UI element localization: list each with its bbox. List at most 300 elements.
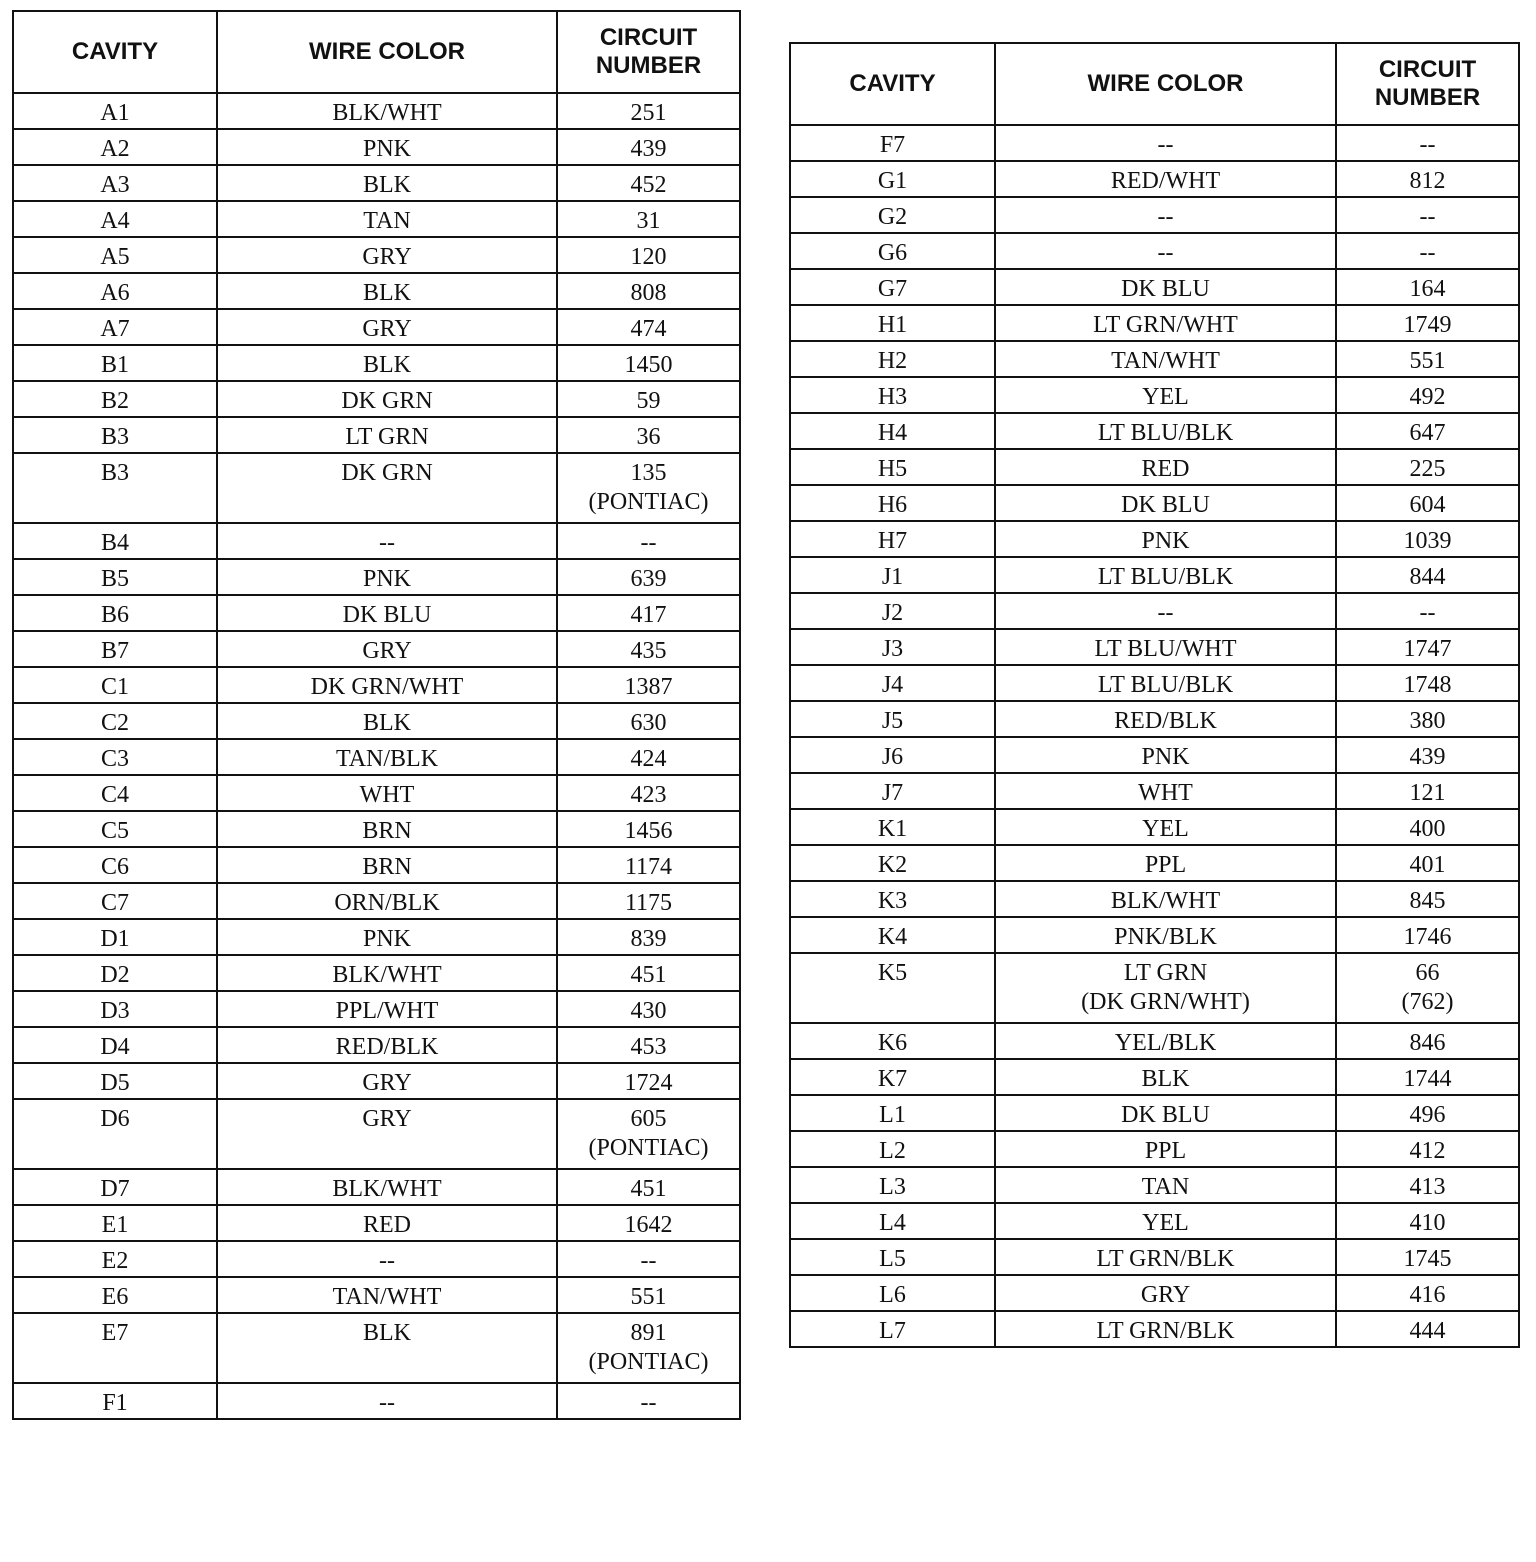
cavity-cell-value: K7 bbox=[877, 1066, 908, 1092]
cavity-cell-value: L3 bbox=[879, 1174, 906, 1200]
left-wiring-table bbox=[12, 10, 741, 1420]
wire-color-cell bbox=[217, 201, 557, 237]
circuit-number-cell-value: 1642 bbox=[624, 1212, 673, 1238]
wire-color-cell bbox=[217, 811, 557, 847]
circuit-number-cell bbox=[1336, 557, 1519, 593]
wire-color-cell-value: GRY bbox=[362, 1070, 412, 1096]
circuit-number-cell-value: -- bbox=[1419, 600, 1436, 626]
circuit-number-cell bbox=[1336, 953, 1519, 1023]
cavity-cell-value: D4 bbox=[100, 1034, 130, 1060]
cavity-cell-value: K1 bbox=[877, 816, 908, 842]
cavity-cell bbox=[13, 631, 217, 667]
cavity-cell-value: C3 bbox=[100, 746, 129, 772]
cavity-cell-value: E6 bbox=[101, 1284, 129, 1310]
circuit-number-cell bbox=[1336, 917, 1519, 953]
table-row bbox=[13, 1205, 740, 1241]
wire-color-cell bbox=[995, 773, 1336, 809]
circuit-number-cell-value: 380 bbox=[1409, 708, 1446, 734]
cavity-cell-value: G1 bbox=[877, 168, 908, 194]
cavity-cell bbox=[13, 93, 217, 129]
circuit-number-cell bbox=[1336, 161, 1519, 197]
circuit-number-cell-value: 839 bbox=[630, 926, 667, 952]
wire-color-cell bbox=[217, 129, 557, 165]
circuit-number-cell-note: (762) bbox=[1401, 989, 1454, 1015]
circuit-number-cell-value: -- bbox=[1419, 132, 1436, 158]
wire-color-cell bbox=[217, 991, 557, 1027]
circuit-number-cell-value: 435 bbox=[630, 638, 667, 664]
wire-color-cell-value: LT GRN/BLK bbox=[1096, 1246, 1235, 1272]
circuit-number-cell bbox=[557, 775, 740, 811]
wire-color-cell-value: -- bbox=[379, 1248, 395, 1274]
wire-color-cell bbox=[217, 417, 557, 453]
cavity-cell-value: K6 bbox=[877, 1030, 908, 1056]
circuit-number-cell-value: 424 bbox=[630, 746, 667, 772]
cavity-cell bbox=[13, 775, 217, 811]
wire-color-cell-value: PNK bbox=[362, 926, 411, 952]
wire-color-cell-value: BLK bbox=[363, 172, 411, 198]
circuit-number-cell bbox=[557, 1241, 740, 1277]
table-row bbox=[790, 233, 1519, 269]
wire-color-cell bbox=[995, 269, 1336, 305]
circuit-number-cell bbox=[557, 847, 740, 883]
cavity-cell bbox=[790, 413, 995, 449]
circuit-header-line1: CIRCUIT bbox=[1378, 56, 1477, 83]
cavity-cell bbox=[13, 345, 217, 381]
cavity-cell bbox=[790, 161, 995, 197]
cavity-cell bbox=[790, 1239, 995, 1275]
wire-color-cell bbox=[217, 93, 557, 129]
wire-color-cell-value: BLK/WHT bbox=[332, 100, 442, 126]
wire-color-cell bbox=[995, 665, 1336, 701]
circuit-number-cell-value: 1387 bbox=[624, 674, 673, 700]
wire-color-cell bbox=[995, 125, 1336, 161]
cavity-header: CAVITY bbox=[790, 43, 995, 125]
circuit-number-cell bbox=[1336, 269, 1519, 305]
wire-color-cell bbox=[995, 1239, 1336, 1275]
table-row bbox=[790, 1023, 1519, 1059]
cavity-cell bbox=[13, 237, 217, 273]
wire-color-cell-value: TAN bbox=[1141, 1174, 1190, 1200]
wire-color-cell-value: ORN/BLK bbox=[334, 890, 440, 916]
cavity-cell-value: H1 bbox=[877, 312, 908, 338]
cavity-cell-value: A5 bbox=[100, 244, 130, 270]
wire-color-cell-value: BLK/WHT bbox=[332, 962, 442, 988]
cavity-cell-value: C7 bbox=[100, 890, 129, 916]
circuit-number-cell-value: 444 bbox=[1409, 1318, 1446, 1344]
cavity-cell bbox=[13, 417, 217, 453]
circuit-number-cell-value: 1749 bbox=[1403, 312, 1452, 338]
table-row bbox=[790, 1131, 1519, 1167]
circuit-number-cell-value: 1745 bbox=[1403, 1246, 1452, 1272]
wire-color-cell bbox=[217, 739, 557, 775]
cavity-cell-value: A2 bbox=[100, 136, 130, 162]
circuit-number-cell-note: (PONTIAC) bbox=[588, 489, 709, 515]
table-row bbox=[13, 847, 740, 883]
circuit-number-cell-value: 225 bbox=[1409, 456, 1446, 482]
circuit-number-cell-value: 410 bbox=[1409, 1210, 1446, 1236]
circuit-number-cell-value: 496 bbox=[1409, 1102, 1446, 1128]
circuit-number-cell bbox=[1336, 341, 1519, 377]
cavity-cell bbox=[790, 521, 995, 557]
circuit-number-cell bbox=[1336, 1203, 1519, 1239]
wire-color-cell-value: LT GRN/BLK bbox=[1096, 1318, 1235, 1344]
cavity-cell bbox=[13, 595, 217, 631]
circuit-number-cell-value: 630 bbox=[630, 710, 667, 736]
cavity-cell-value: H2 bbox=[877, 348, 908, 374]
cavity-cell-value: H5 bbox=[877, 456, 908, 482]
circuit-number-cell bbox=[1336, 233, 1519, 269]
circuit-number-cell-value: 59 bbox=[636, 388, 661, 414]
wire-color-cell-value: RED/BLK bbox=[335, 1034, 439, 1060]
cavity-cell-value: L1 bbox=[879, 1102, 906, 1128]
circuit-number-cell bbox=[1336, 1131, 1519, 1167]
circuit-number-cell bbox=[557, 631, 740, 667]
circuit-number-cell-value: 120 bbox=[630, 244, 667, 270]
cavity-cell-value: H3 bbox=[877, 384, 908, 410]
cavity-cell-value: C2 bbox=[100, 710, 129, 736]
circuit-number-cell bbox=[557, 1099, 740, 1169]
cavity-cell bbox=[790, 881, 995, 917]
wire-color-cell-value: RED/WHT bbox=[1110, 168, 1221, 194]
cavity-cell-value: L6 bbox=[879, 1282, 906, 1308]
wire-color-cell-value: BLK bbox=[363, 710, 411, 736]
circuit-number-cell-value: 251 bbox=[630, 100, 667, 126]
wire-color-cell bbox=[995, 521, 1336, 557]
cavity-cell-value: L4 bbox=[879, 1210, 906, 1236]
cavity-cell bbox=[13, 1277, 217, 1313]
cavity-cell-value: B4 bbox=[100, 530, 129, 556]
wire-color-cell bbox=[995, 737, 1336, 773]
wire-color-cell bbox=[995, 809, 1336, 845]
circuit-number-cell bbox=[1336, 377, 1519, 413]
circuit-number-cell bbox=[557, 919, 740, 955]
cavity-cell-value: J7 bbox=[881, 780, 904, 806]
circuit-number-cell bbox=[557, 1277, 740, 1313]
wire-color-cell-value: LT BLU/BLK bbox=[1097, 420, 1234, 446]
right-table-body bbox=[790, 125, 1519, 1347]
circuit-number-cell bbox=[557, 703, 740, 739]
wire-color-header: WIRE COLOR bbox=[995, 43, 1336, 125]
cavity-cell-value: D3 bbox=[100, 998, 130, 1024]
circuit-number-cell bbox=[1336, 665, 1519, 701]
table-row bbox=[13, 1063, 740, 1099]
circuit-number-cell bbox=[1336, 701, 1519, 737]
circuit-number-cell bbox=[557, 129, 740, 165]
circuit-number-cell-value: 604 bbox=[1409, 492, 1446, 518]
cavity-cell bbox=[13, 381, 217, 417]
cavity-cell bbox=[13, 129, 217, 165]
wire-color-cell bbox=[995, 1095, 1336, 1131]
cavity-cell bbox=[13, 703, 217, 739]
table-row bbox=[790, 701, 1519, 737]
cavity-cell bbox=[13, 201, 217, 237]
wire-color-cell-value: LT BLU/BLK bbox=[1097, 672, 1234, 698]
cavity-cell bbox=[13, 739, 217, 775]
circuit-number-cell-value: 891 bbox=[630, 1320, 667, 1346]
cavity-cell bbox=[13, 523, 217, 559]
wire-color-cell bbox=[217, 237, 557, 273]
circuit-number-cell-value: 439 bbox=[630, 136, 667, 162]
wire-color-cell-value: BLK bbox=[363, 352, 411, 378]
wire-color-cell bbox=[995, 233, 1336, 269]
cavity-cell bbox=[790, 1311, 995, 1347]
wire-color-cell bbox=[995, 845, 1336, 881]
circuit-number-cell-value: 66 bbox=[1415, 960, 1440, 986]
circuit-number-cell-value: 844 bbox=[1409, 564, 1446, 590]
circuit-number-cell bbox=[1336, 1023, 1519, 1059]
wire-color-cell-value: GRY bbox=[362, 638, 412, 664]
table-row bbox=[790, 269, 1519, 305]
left-table-body bbox=[13, 93, 740, 1419]
table-row bbox=[13, 309, 740, 345]
table-row bbox=[13, 273, 740, 309]
cavity-cell-value: C6 bbox=[100, 854, 129, 880]
cavity-cell-value: A7 bbox=[100, 316, 130, 342]
cavity-cell-value: H6 bbox=[877, 492, 908, 518]
wire-color-cell bbox=[995, 557, 1336, 593]
circuit-number-cell bbox=[557, 559, 740, 595]
cavity-cell bbox=[790, 125, 995, 161]
wire-color-cell bbox=[995, 701, 1336, 737]
wire-color-cell bbox=[217, 1313, 557, 1383]
cavity-cell bbox=[13, 1099, 217, 1169]
cavity-cell bbox=[790, 1275, 995, 1311]
cavity-cell-value: B2 bbox=[100, 388, 129, 414]
cavity-cell bbox=[13, 955, 217, 991]
circuit-number-cell-value: 413 bbox=[1409, 1174, 1446, 1200]
circuit-number-cell-value: 1746 bbox=[1403, 924, 1452, 950]
circuit-number-cell-note: (PONTIAC) bbox=[588, 1349, 709, 1375]
wire-color-cell bbox=[995, 1311, 1336, 1347]
wire-color-cell bbox=[995, 413, 1336, 449]
cavity-cell-value: J5 bbox=[881, 708, 904, 734]
circuit-number-cell bbox=[557, 309, 740, 345]
circuit-number-cell-value: 808 bbox=[630, 280, 667, 306]
circuit-number-cell-value: 401 bbox=[1409, 852, 1446, 878]
wire-color-cell bbox=[217, 1383, 557, 1419]
cavity-cell-value: E1 bbox=[101, 1212, 129, 1238]
table-row bbox=[790, 1167, 1519, 1203]
circuit-number-cell bbox=[1336, 305, 1519, 341]
wire-color-cell-value: GRY bbox=[1140, 1282, 1191, 1308]
cavity-cell bbox=[790, 305, 995, 341]
cavity-cell-value: F1 bbox=[102, 1390, 128, 1416]
cavity-cell-value: L7 bbox=[879, 1318, 906, 1344]
cavity-cell bbox=[790, 953, 995, 1023]
circuit-number-cell-value: 845 bbox=[1409, 888, 1446, 914]
circuit-number-cell bbox=[557, 883, 740, 919]
circuit-number-cell-value: -- bbox=[1419, 204, 1436, 230]
table-row bbox=[13, 523, 740, 559]
wire-color-cell-value: PPL bbox=[1144, 852, 1187, 878]
circuit-number-cell bbox=[1336, 737, 1519, 773]
circuit-number-cell bbox=[557, 273, 740, 309]
cavity-cell bbox=[13, 1241, 217, 1277]
circuit-number-cell-value: 423 bbox=[630, 782, 667, 808]
cavity-cell bbox=[13, 847, 217, 883]
circuit-number-cell-note: (PONTIAC) bbox=[588, 1135, 709, 1161]
table-row bbox=[13, 1277, 740, 1313]
wire-color-cell bbox=[217, 955, 557, 991]
cavity-cell bbox=[790, 485, 995, 521]
circuit-number-cell bbox=[557, 417, 740, 453]
cavity-cell bbox=[790, 197, 995, 233]
cavity-cell bbox=[790, 233, 995, 269]
circuit-number-cell bbox=[557, 237, 740, 273]
cavity-cell bbox=[790, 737, 995, 773]
circuit-number-cell-value: 400 bbox=[1409, 816, 1446, 842]
cavity-cell bbox=[13, 1063, 217, 1099]
table-row bbox=[13, 1241, 740, 1277]
table-row bbox=[790, 305, 1519, 341]
wire-color-cell bbox=[217, 453, 557, 523]
cavity-cell bbox=[13, 309, 217, 345]
table-row bbox=[790, 737, 1519, 773]
table-row bbox=[790, 197, 1519, 233]
wire-color-cell bbox=[217, 165, 557, 201]
wire-color-cell-value: TAN/WHT bbox=[332, 1284, 442, 1310]
circuit-number-cell bbox=[557, 1169, 740, 1205]
wire-color-cell-value: PPL/WHT bbox=[335, 998, 439, 1024]
wire-color-cell bbox=[995, 305, 1336, 341]
circuit-number-cell-value: 453 bbox=[630, 1034, 667, 1060]
cavity-cell bbox=[13, 1027, 217, 1063]
circuit-number-cell-value: 846 bbox=[1409, 1030, 1446, 1056]
wire-color-cell bbox=[217, 1241, 557, 1277]
circuit-number-cell-value: 417 bbox=[630, 602, 667, 628]
cavity-cell bbox=[13, 165, 217, 201]
circuit-number-cell bbox=[557, 201, 740, 237]
circuit-number-cell bbox=[557, 1205, 740, 1241]
circuit-number-cell-value: 1456 bbox=[624, 818, 673, 844]
wire-color-cell-value: DK GRN bbox=[341, 388, 433, 414]
wire-color-cell-value: RED/BLK bbox=[1114, 708, 1217, 734]
cavity-cell bbox=[790, 665, 995, 701]
table-row bbox=[13, 1383, 740, 1419]
cavity-cell bbox=[13, 811, 217, 847]
wire-color-cell bbox=[995, 1131, 1336, 1167]
wire-color-cell bbox=[217, 631, 557, 667]
cavity-cell-value: B5 bbox=[100, 566, 129, 592]
cavity-cell-value: A6 bbox=[100, 280, 130, 306]
circuit-number-cell-value: 474 bbox=[630, 316, 667, 342]
circuit-number-cell bbox=[1336, 593, 1519, 629]
wire-color-cell-value: DK GRN bbox=[341, 460, 433, 486]
wire-color-cell bbox=[995, 1023, 1336, 1059]
wire-color-cell-value: BRN bbox=[362, 818, 412, 844]
cavity-cell-value: D7 bbox=[100, 1176, 130, 1202]
circuit-number-cell bbox=[557, 1383, 740, 1419]
cavity-cell bbox=[13, 1205, 217, 1241]
cavity-cell-value: D2 bbox=[100, 962, 130, 988]
wire-color-cell bbox=[217, 273, 557, 309]
circuit-number-cell-value: 1039 bbox=[1403, 528, 1452, 554]
circuit-number-cell-value: 492 bbox=[1409, 384, 1446, 410]
wire-color-cell-value: -- bbox=[1157, 204, 1174, 230]
cavity-cell-value: K5 bbox=[877, 960, 908, 986]
circuit-number-cell bbox=[557, 667, 740, 703]
circuit-number-cell bbox=[1336, 809, 1519, 845]
wire-color-cell-value: DK GRN/WHT bbox=[310, 674, 464, 700]
table-row bbox=[790, 1275, 1519, 1311]
right-wiring-table bbox=[789, 42, 1520, 1348]
cavity-cell bbox=[790, 593, 995, 629]
wire-color-cell-value: PNK bbox=[362, 566, 411, 592]
wire-color-cell-value: RED bbox=[1141, 456, 1190, 482]
wire-color-cell-value: WHT bbox=[359, 782, 415, 808]
table-row bbox=[790, 521, 1519, 557]
wire-color-cell-value: YEL bbox=[1142, 384, 1189, 410]
table-row bbox=[790, 1203, 1519, 1239]
cavity-cell-value: K2 bbox=[877, 852, 908, 878]
wire-color-cell-value: GRY bbox=[362, 244, 412, 270]
table-row bbox=[790, 413, 1519, 449]
wire-color-cell-value: GRY bbox=[362, 316, 412, 342]
circuit-header-line1: CIRCUIT bbox=[599, 24, 698, 51]
wire-color-cell-value: LT GRN bbox=[345, 424, 429, 450]
wire-color-header: WIRE COLOR bbox=[217, 11, 557, 93]
circuit-number-cell bbox=[1336, 1167, 1519, 1203]
circuit-number-cell-value: -- bbox=[640, 530, 657, 556]
cavity-cell bbox=[13, 883, 217, 919]
table-row bbox=[790, 557, 1519, 593]
cavity-cell bbox=[13, 667, 217, 703]
cavity-cell bbox=[790, 1023, 995, 1059]
table-row bbox=[13, 1027, 740, 1063]
wire-color-cell-value: BLK bbox=[363, 280, 411, 306]
cavity-cell-value: F7 bbox=[879, 132, 906, 158]
cavity-cell-value: D1 bbox=[100, 926, 130, 952]
circuit-number-cell bbox=[557, 1027, 740, 1063]
wire-color-cell-value: -- bbox=[1157, 132, 1174, 158]
table-row bbox=[790, 809, 1519, 845]
wire-color-cell bbox=[995, 197, 1336, 233]
circuit-number-cell-value: 451 bbox=[630, 962, 667, 988]
circuit-number-cell bbox=[1336, 485, 1519, 521]
cavity-cell-value: A3 bbox=[100, 172, 130, 198]
wire-color-cell bbox=[217, 847, 557, 883]
cavity-cell-value: B1 bbox=[100, 352, 129, 378]
wire-color-cell bbox=[995, 629, 1336, 665]
circuit-number-cell bbox=[1336, 449, 1519, 485]
circuit-number-header bbox=[557, 11, 740, 93]
circuit-number-cell bbox=[1336, 1275, 1519, 1311]
wire-color-cell bbox=[217, 523, 557, 559]
wire-color-cell bbox=[217, 883, 557, 919]
wire-color-cell-value: DK BLU bbox=[342, 602, 432, 628]
wire-color-cell bbox=[217, 1169, 557, 1205]
cavity-cell-value: K3 bbox=[877, 888, 908, 914]
wire-color-cell-value: BLK bbox=[363, 1320, 411, 1346]
wire-color-cell bbox=[217, 667, 557, 703]
wire-color-cell bbox=[995, 341, 1336, 377]
circuit-number-cell bbox=[557, 165, 740, 201]
cavity-cell-value: J4 bbox=[881, 672, 904, 698]
circuit-header-line2: NUMBER bbox=[595, 52, 702, 79]
wire-color-cell bbox=[995, 953, 1336, 1023]
circuit-number-cell bbox=[1336, 1095, 1519, 1131]
cavity-cell-value: B6 bbox=[100, 602, 129, 628]
table-row bbox=[790, 449, 1519, 485]
table-row bbox=[13, 345, 740, 381]
wire-color-cell-value: BRN bbox=[362, 854, 412, 880]
table-row bbox=[790, 1095, 1519, 1131]
cavity-cell bbox=[790, 1059, 995, 1095]
wire-color-cell-value: -- bbox=[1157, 240, 1174, 266]
wire-color-cell-value: TAN/WHT bbox=[1111, 348, 1220, 374]
wire-color-cell-value: PNK/BLK bbox=[1114, 924, 1217, 950]
circuit-number-cell-value: -- bbox=[640, 1390, 657, 1416]
